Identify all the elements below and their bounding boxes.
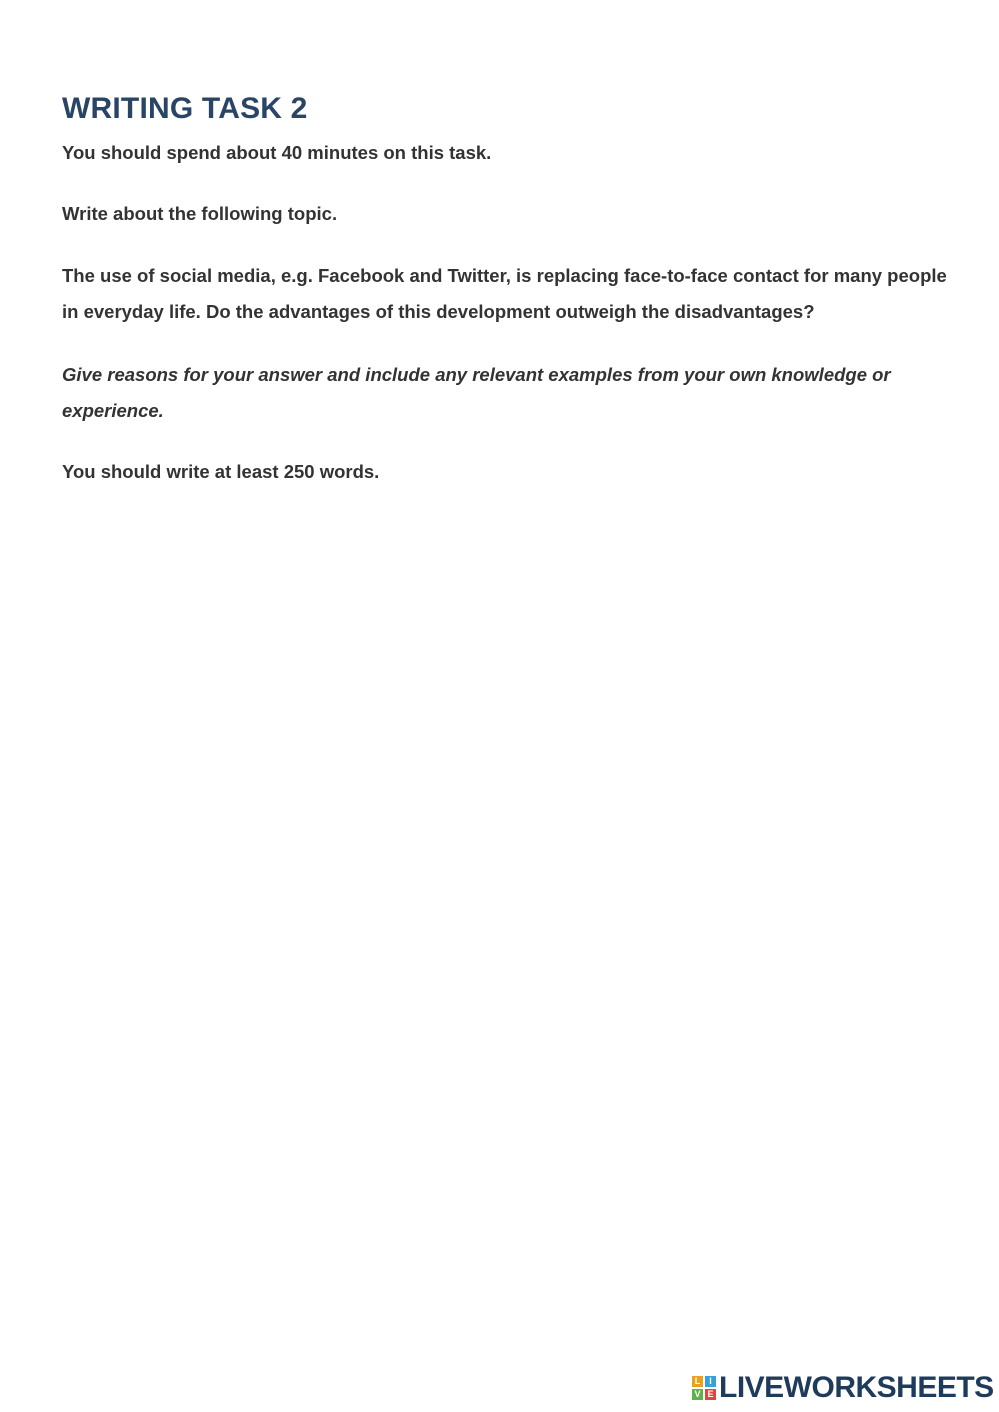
essay-guidance: Give reasons for your answer and include any relevant examples from your own knowledge or experience. — [62, 364, 891, 421]
logo-wordmark: LIVEWORKSHEETS — [719, 1371, 994, 1404]
logo-cell-i: I — [705, 1376, 716, 1387]
essay-topic: The use of social media, e.g. Facebook and Twitter, is replacing face-to-face contact for many people in everyday life. Do the advantages of this development outweigh the disadvantages? — [62, 265, 947, 322]
page-title: WRITING TASK 2 — [62, 92, 308, 125]
logo-cell-l: L — [692, 1376, 703, 1387]
logo-icon — [692, 1376, 716, 1400]
word-count-requirement: You should write at least 250 words. — [62, 461, 380, 482]
liveworksheets-logo[interactable] — [692, 1372, 994, 1404]
time-instruction: You should spend about 40 minutes on this task. — [62, 142, 492, 163]
logo-cell-v: V — [692, 1389, 703, 1400]
logo-cell-e: E — [705, 1389, 716, 1400]
task-instruction: Write about the following topic. — [62, 203, 338, 224]
